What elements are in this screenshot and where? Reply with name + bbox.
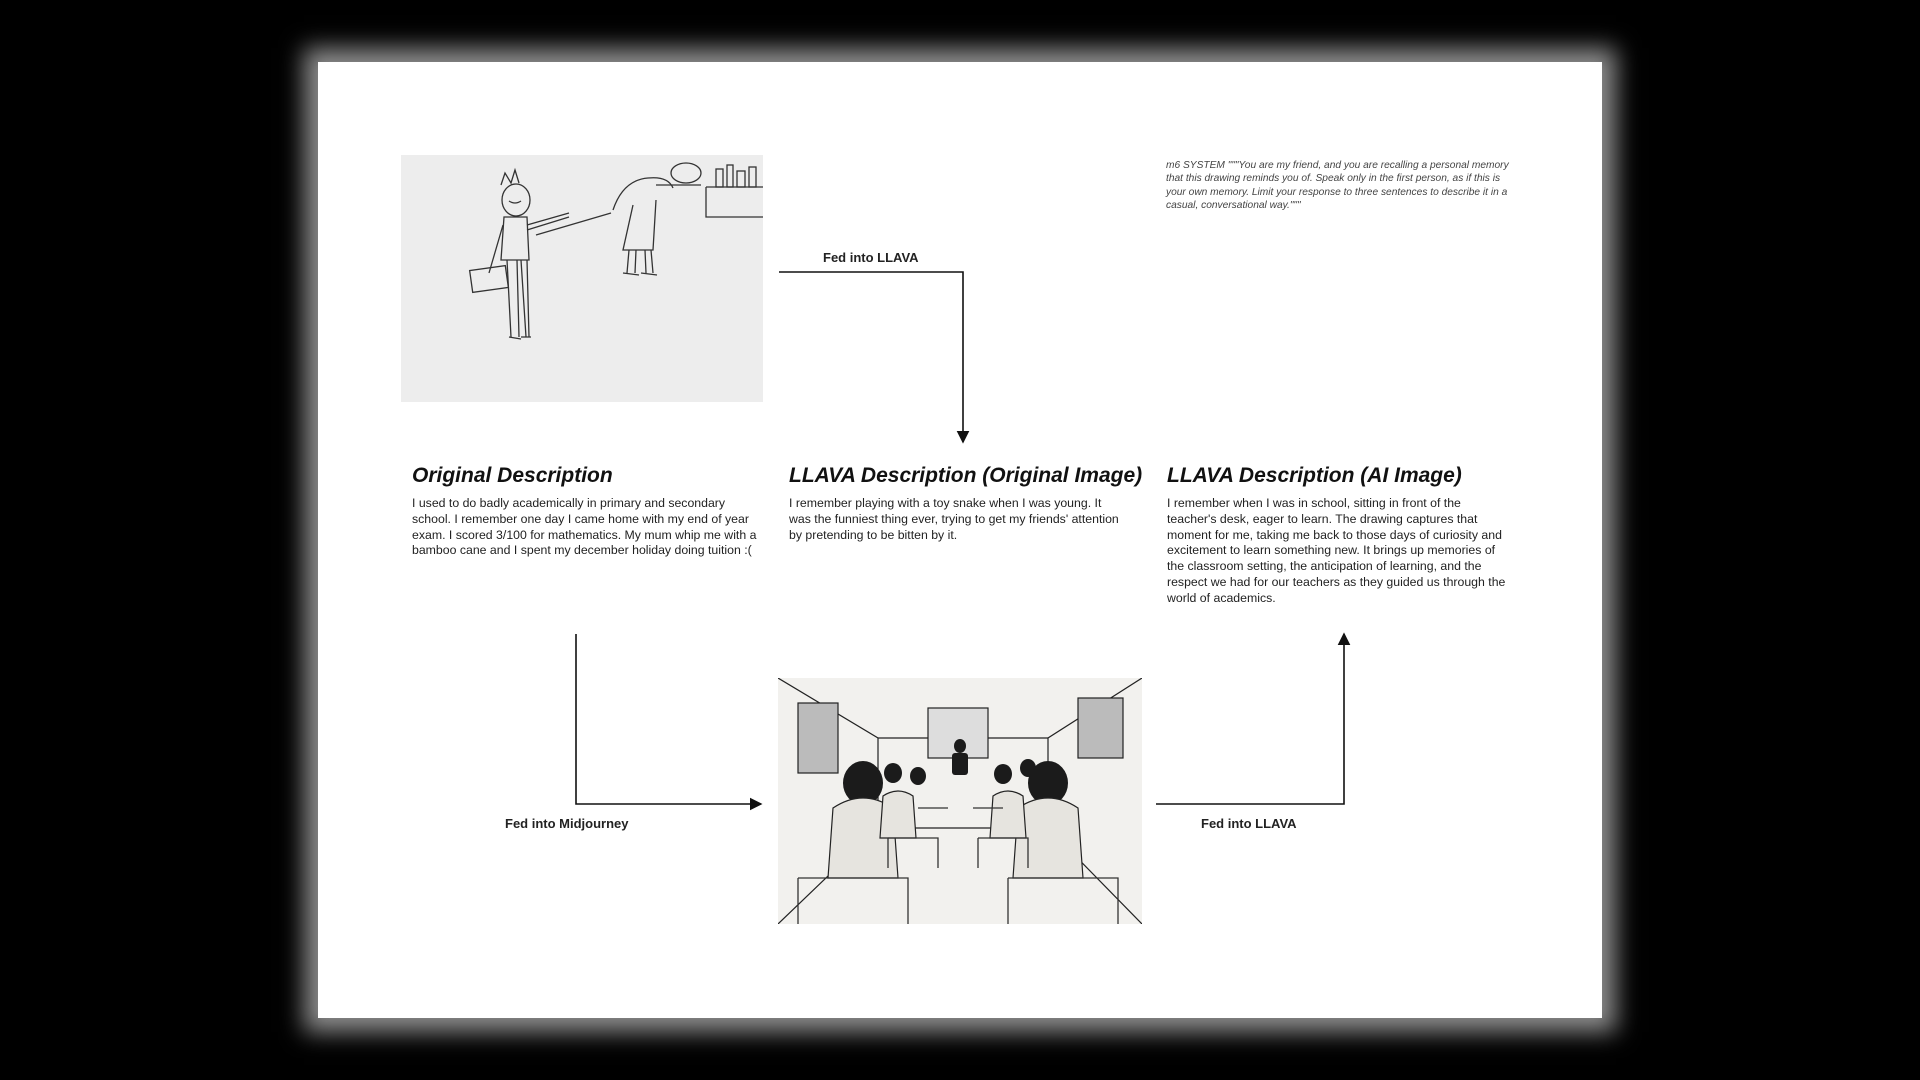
original-drawing-sketch <box>401 155 763 402</box>
ai-classroom-sketch <box>778 678 1142 924</box>
llava-ai-text: I remember when I was in school, sitting in front of the teacher's desk, eager to learn. The drawing captures that moment for me, taking me back to those days of curiosity and excitement to learn something new. It brings up memories of the classroom setting, the anticipation of learning, and the respect we had for our teachers as they guided us through the world of academics. <box>1167 496 1506 605</box>
arrow-bottom-right <box>1156 634 1344 804</box>
original-description-heading: Original Description <box>412 464 613 487</box>
original-drawing-image <box>401 155 763 402</box>
flow-label-top: Fed into LLAVA <box>823 250 919 265</box>
flow-label-bottom-right: Fed into LLAVA <box>1201 816 1297 831</box>
arrow-bottom-left <box>576 634 761 804</box>
slide <box>318 62 1602 1018</box>
arrow-top <box>779 272 963 442</box>
flow-label-bottom-left: Fed into Midjourney <box>505 816 629 831</box>
system-prompt-text: m6 SYSTEM """You are my friend, and you are recalling a personal memory that this drawing reminds you of. Speak only in the first person, as if this is your own memory. Limit your response to three sentences to describe it in a casual, conversational way.""" <box>1166 160 1509 212</box>
llava-ai-heading: LLAVA Description (AI Image) <box>1167 464 1462 487</box>
original-description-text: I used to do badly academically in primary and secondary school. I remember one day I came home with my end of year exam. I scored 3/100 for mathematics. My mum whip me with a bamboo cane and I spent my december holiday doing tuition :( <box>412 496 757 558</box>
llava-original-text: I remember playing with a toy snake when I was young. It was the funniest thing ever, trying to get my friends' attention by pretending to be bitten by it. <box>789 496 1119 542</box>
llava-original-heading: LLAVA Description (Original Image) <box>789 464 1143 487</box>
ai-classroom-image <box>778 678 1142 924</box>
